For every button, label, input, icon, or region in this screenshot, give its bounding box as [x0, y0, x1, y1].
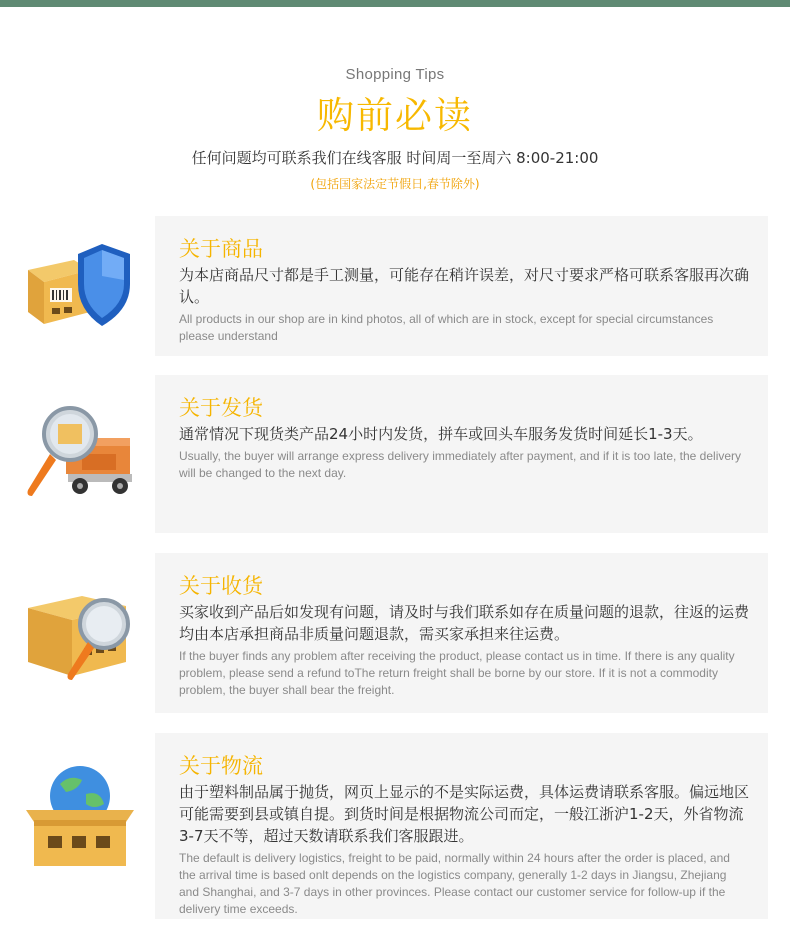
section-text-cn: 通常情况下现货类产品24小时内发货，拼车或回头车服务发货时间延长1-3天。: [179, 425, 703, 443]
truck-magnifier-icon: [22, 398, 138, 502]
box-shield-icon: [22, 240, 138, 332]
section-shipping: [155, 375, 768, 533]
box-magnifier-icon: [22, 588, 138, 684]
globe-box-icon: [22, 764, 138, 876]
section-title: 关于收货: [179, 574, 263, 598]
top-bar: [0, 0, 790, 7]
holiday-note: (包括国家法定节假日,春节除外): [310, 177, 480, 191]
section-products: [155, 216, 768, 356]
section-text-en: The default is delivery logistics, freight to be paid, normally within 24 hours after the order is placed, and the arrival time is based onlt depends on the logistics company, generally 1-2 days in Jiangsu, Zhejiang and Shanghai, and 3-7 days in other provinces. Please contact our customer service for follow-up if the delivery time exceeds.: [179, 851, 730, 916]
section-text-cn: 由于塑料制品属于抛货，网页上显示的不是实际运费，具体运费请联系客服。偏远地区可能需要到县或镇自提。到货时间是根据物流公司而定，一般江浙沪1-2天，外省物流3-7天不等，超过天数请联系我们客服跟进。: [179, 783, 750, 845]
header-subtitle: Shopping Tips: [345, 66, 445, 83]
page-header: [0, 66, 790, 192]
section-text-en: All products in our shop are in kind photos, all of which are in stock, except for special circumstances please understand: [179, 312, 714, 343]
section-title: 关于发货: [179, 396, 263, 420]
service-hours: 任何问题均可联系我们在线客服 时间周一至周六 8:00-21:00: [191, 149, 599, 167]
section-text-cn: 买家收到产品后如发现有问题，请及时与我们联系如存在质量问题的退款，往返的运费均由本店承担商品非质量问题退款，需买家承担来往运费。: [179, 603, 750, 643]
section-logistics: [155, 733, 768, 919]
section-receiving: [155, 553, 768, 713]
section-text-en: If the buyer finds any problem after receiving the product, please contact us in time. If there is any quality problem, please send a refund toThe return freight shall be borne by our store. If it is not a commodity problem, the buyer shall bear the freight.: [179, 649, 735, 697]
page-title: 购前必读: [317, 94, 473, 137]
section-text-en: Usually, the buyer will arrange express delivery immediately after payment, and if it is too late, the delivery will be changed to the next day.: [179, 449, 742, 480]
section-text-cn: 为本店商品尺寸都是手工测量，可能存在稍许误差，对尺寸要求严格可联系客服再次确认。: [179, 266, 750, 306]
section-title: 关于物流: [179, 754, 263, 778]
section-title: 关于商品: [179, 237, 263, 261]
